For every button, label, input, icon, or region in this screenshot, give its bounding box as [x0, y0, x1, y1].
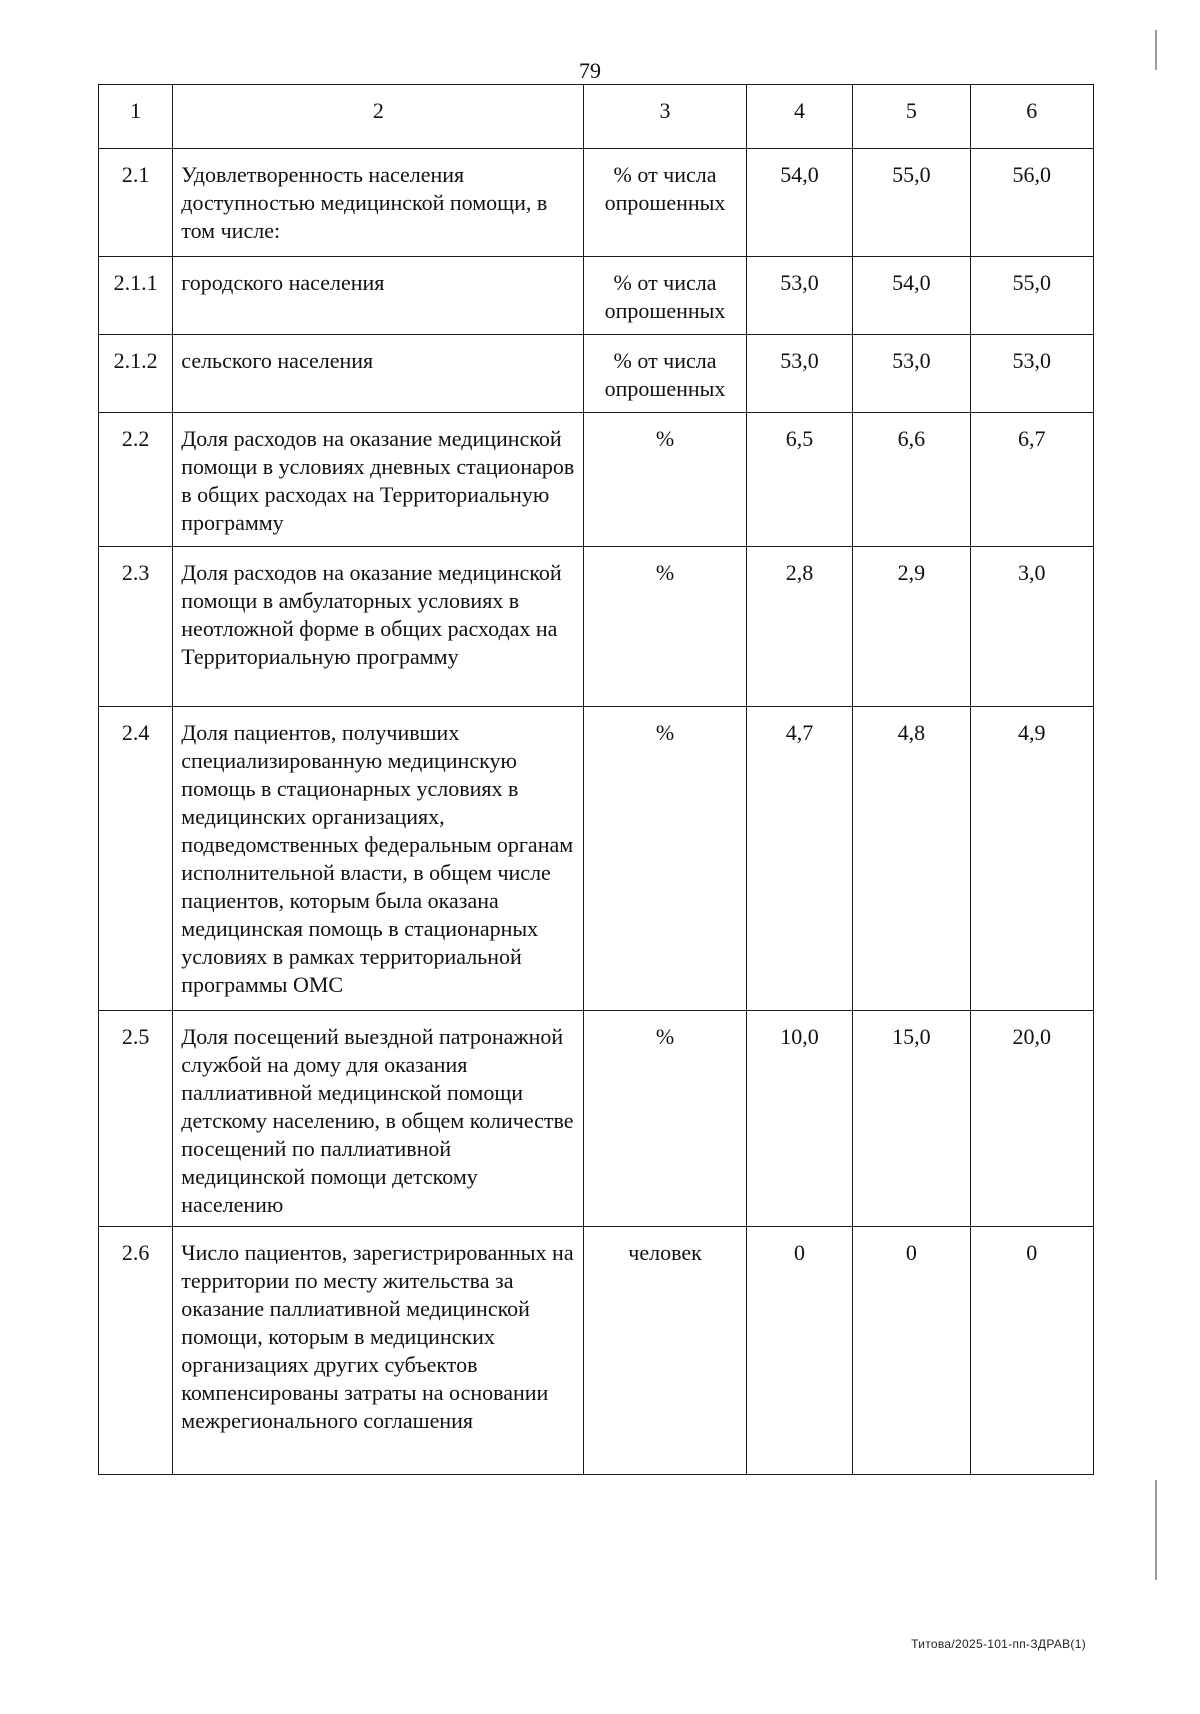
table-row	[99, 547, 1094, 707]
indicators-table	[98, 84, 1094, 1475]
row-number: 2.1.2	[99, 335, 173, 413]
header-cell: 2	[173, 85, 584, 149]
indicator-name: городского населения	[173, 257, 584, 335]
value-col5: 53,0	[853, 335, 970, 413]
indicator-name: Удовлетворенность населения доступностью медицинской помощи, в том числе:	[173, 149, 584, 257]
table-row	[99, 707, 1094, 1011]
value-col6: 53,0	[970, 335, 1094, 413]
table-header-row	[99, 85, 1094, 149]
indicator-name: Доля пациентов, получивших специализированную медицинскую помощь в стационарных условиях в медицинских организациях, подведомственных федеральным органам исполнительной власти, в общем числе пациентов, которым была оказана медицинская помощь в стационарных условиях в рамках территориальной программы ОМС	[173, 707, 584, 1011]
unit-cell: %	[584, 547, 746, 707]
row-number: 2.5	[99, 1011, 173, 1227]
value-col4: 53,0	[746, 257, 853, 335]
indicator-name: Доля расходов на оказание медицинской помощи в условиях дневных стационаров в общих расходах на Территориальную программу	[173, 413, 584, 547]
value-col4: 0	[746, 1227, 853, 1475]
row-number: 2.1.1	[99, 257, 173, 335]
row-number: 2.2	[99, 413, 173, 547]
row-number: 2.1	[99, 149, 173, 257]
indicator-name: Доля расходов на оказание медицинской помощи в амбулаторных условиях в неотложной форме в общих расходах на Территориальную программу	[173, 547, 584, 707]
unit-cell: человек	[584, 1227, 746, 1475]
table-row	[99, 413, 1094, 547]
header-cell: 3	[584, 85, 746, 149]
unit-cell: %	[584, 1011, 746, 1227]
indicator-name: Число пациентов, зарегистрированных на территории по месту жительства за оказание паллиативной медицинской помощи, которым в медицинских организациях других субъектов компенсированы затраты на основании межрегионального соглашения	[173, 1227, 584, 1475]
table-row	[99, 149, 1094, 257]
unit-cell: %	[584, 707, 746, 1011]
value-col5: 54,0	[853, 257, 970, 335]
value-col6: 6,7	[970, 413, 1094, 547]
value-col4: 54,0	[746, 149, 853, 257]
header-cell: 6	[970, 85, 1094, 149]
header-cell: 1	[99, 85, 173, 149]
value-col5: 6,6	[853, 413, 970, 547]
value-col5: 0	[853, 1227, 970, 1475]
value-col4: 2,8	[746, 547, 853, 707]
header-cell: 4	[746, 85, 853, 149]
value-col4: 6,5	[746, 413, 853, 547]
table-row	[99, 257, 1094, 335]
table-row	[99, 1227, 1094, 1475]
unit-cell: %	[584, 413, 746, 547]
table-row	[99, 1011, 1094, 1227]
value-col5: 15,0	[853, 1011, 970, 1227]
value-col6: 3,0	[970, 547, 1094, 707]
value-col6: 4,9	[970, 707, 1094, 1011]
table-row	[99, 335, 1094, 413]
value-col4: 53,0	[746, 335, 853, 413]
value-col5: 4,8	[853, 707, 970, 1011]
scan-edge-mark	[1155, 1480, 1157, 1580]
unit-cell: % от числа опрошенных	[584, 335, 746, 413]
value-col6: 56,0	[970, 149, 1094, 257]
value-col4: 4,7	[746, 707, 853, 1011]
unit-cell: % от числа опрошенных	[584, 149, 746, 257]
value-col6: 0	[970, 1227, 1094, 1475]
scan-edge-mark	[1155, 30, 1157, 70]
row-number: 2.4	[99, 707, 173, 1011]
indicator-name: Доля посещений выездной патронажной службой на дому для оказания паллиативной медицинской помощи детскому населению, в общем количестве посещений по паллиативной медицинской помощи детскому населению	[173, 1011, 584, 1227]
value-col6: 20,0	[970, 1011, 1094, 1227]
row-number: 2.3	[99, 547, 173, 707]
document-footer-code: Титова/2025-101-пп-ЗДРАВ(1)	[911, 1637, 1086, 1651]
indicator-name: сельского населения	[173, 335, 584, 413]
unit-cell: % от числа опрошенных	[584, 257, 746, 335]
value-col6: 55,0	[970, 257, 1094, 335]
value-col4: 10,0	[746, 1011, 853, 1227]
value-col5: 2,9	[853, 547, 970, 707]
header-cell: 5	[853, 85, 970, 149]
page-number: 79	[579, 58, 601, 83]
row-number: 2.6	[99, 1227, 173, 1475]
value-col5: 55,0	[853, 149, 970, 257]
